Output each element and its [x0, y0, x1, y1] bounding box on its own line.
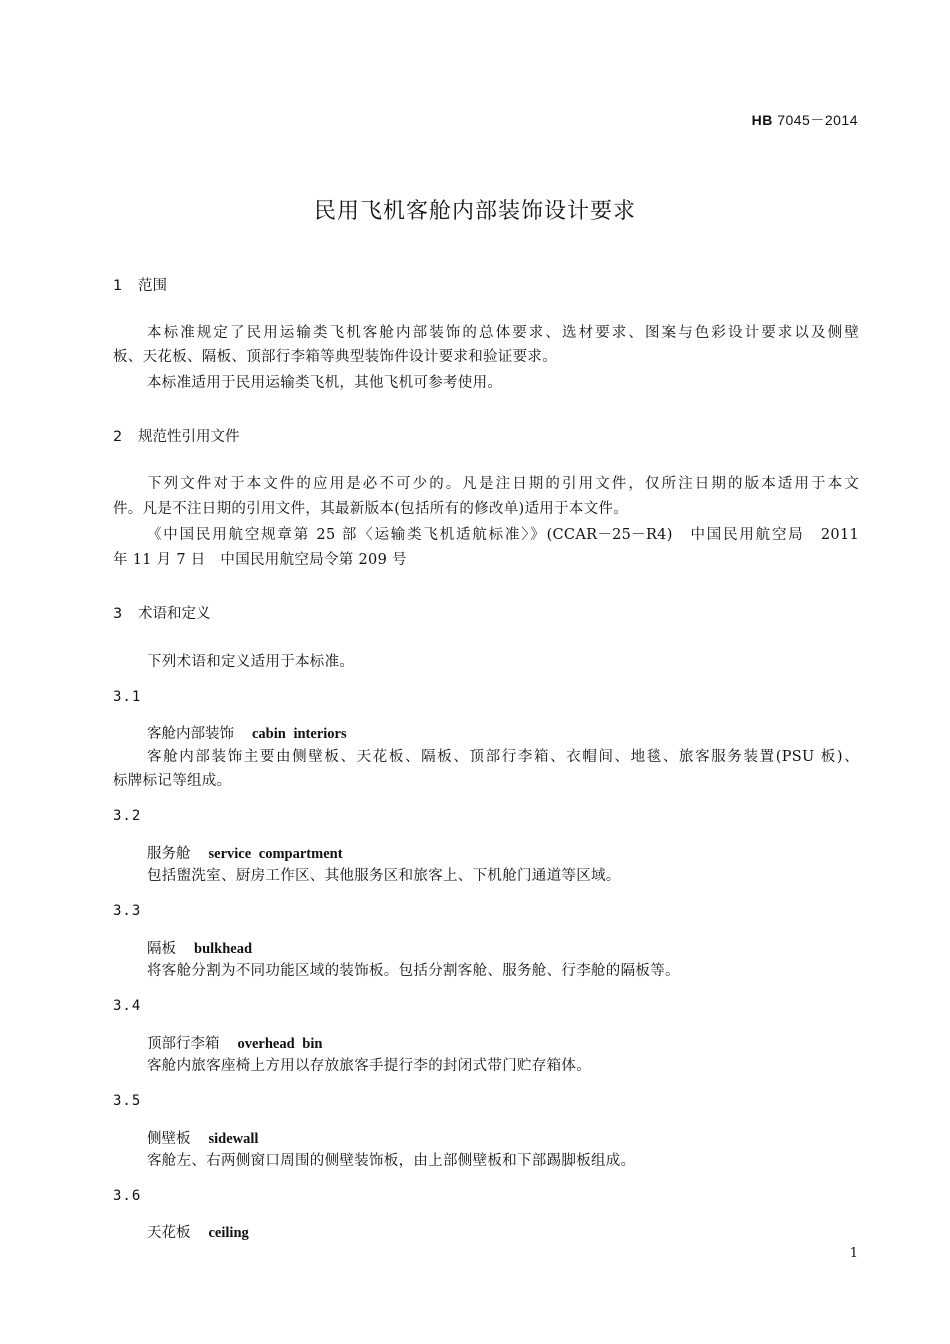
- section-number: 3: [113, 606, 123, 622]
- term-heading: [147, 1032, 322, 1053]
- term-definition: 客舱左、右两侧窗口周围的侧壁装饰板，由上部侧壁板和下部踢脚板组成。: [147, 1153, 636, 1169]
- term-english: ceiling: [208, 1225, 249, 1241]
- document-title: 民用飞机客舱内部装饰设计要求: [313, 199, 636, 224]
- section-number: 1: [113, 278, 123, 294]
- term-heading: [147, 937, 252, 958]
- section-heading-terms: [113, 602, 211, 623]
- reference-entry-line: 《中国民用航空规章第 25 部〈运输类飞机适航标准〉》(CCAR－25－R4) 中国民用航空局 2011: [147, 527, 859, 543]
- term-english: bulkhead: [194, 941, 253, 957]
- term-number: 3.6: [113, 1188, 142, 1204]
- term-chinese: 天花板: [147, 1225, 191, 1241]
- scope-applicability-paragraph: 本标准适用于民用运输类飞机，其他飞机可参考使用。: [147, 375, 503, 391]
- section-title: 规范性引用文件: [138, 429, 240, 445]
- term-english: service compartment: [208, 846, 343, 862]
- term-chinese: 客舱内部装饰: [147, 726, 234, 742]
- term-english: sidewall: [208, 1131, 259, 1147]
- references-paragraph-line: 件。凡是不注日期的引用文件，其最新版本(包括所有的修改单)适用于本文件。: [113, 501, 629, 517]
- terms-intro-paragraph: 下列术语和定义适用于本标准。: [147, 654, 355, 670]
- references-paragraph-line: 下列文件对于本文件的应用是必不可少的。凡是注日期的引用文件，仅所注日期的版本适用于本文: [147, 476, 859, 492]
- section-number: 2: [113, 429, 123, 445]
- term-number: 3.1: [113, 689, 142, 705]
- section-heading-scope: [113, 274, 167, 295]
- term-heading: [147, 842, 343, 863]
- scope-paragraph-line: 本标准规定了民用运输类飞机客舱内部装饰的总体要求、选材要求、图案与色彩设计要求以及侧壁: [147, 325, 859, 341]
- term-heading: [147, 1127, 258, 1148]
- term-definition-line: 标牌标记等组成。: [113, 773, 232, 789]
- term-english: cabin interiors: [252, 726, 347, 742]
- scope-paragraph-line: 板、天花板、隔板、顶部行李箱等典型装饰件设计要求和验证要求。: [113, 349, 557, 365]
- term-chinese: 顶部行李箱: [147, 1036, 220, 1052]
- term-chinese: 隔板: [147, 941, 176, 957]
- term-chinese: 侧壁板: [147, 1131, 191, 1147]
- standard-code-prefix: HB: [751, 112, 773, 128]
- term-number: 3.4: [113, 998, 142, 1014]
- term-number: 3.3: [113, 903, 142, 919]
- section-title: 术语和定义: [138, 606, 211, 622]
- standard-code-number: 7045－2014: [772, 112, 858, 128]
- term-number: 3.5: [113, 1093, 142, 1109]
- page-number: 1: [849, 1246, 858, 1261]
- term-english: overhead bin: [237, 1036, 323, 1052]
- term-number: 3.2: [113, 808, 142, 824]
- term-definition-line: 客舱内部装饰主要由侧壁板、天花板、隔板、顶部行李箱、衣帽间、地毯、旅客服务装置(PSU 板)、: [147, 749, 859, 765]
- section-heading-references: [113, 425, 240, 446]
- term-definition: 将客舱分割为不同功能区域的装饰板。包括分割客舱、服务舱、行李舱的隔板等。: [147, 963, 680, 979]
- term-chinese: 服务舱: [147, 846, 191, 862]
- term-definition: 客舱内旅客座椅上方用以存放旅客手提行李的封闭式带门贮存箱体。: [147, 1058, 591, 1074]
- reference-entry-line: 年 11 月 7 日 中国民用航空局令第 209 号: [113, 552, 407, 568]
- term-definition: 包括盥洗室、厨房工作区、其他服务区和旅客上、下机舱门通道等区域。: [147, 868, 621, 884]
- term-heading: [147, 722, 347, 743]
- standard-code: [752, 110, 858, 130]
- section-title: 范围: [138, 278, 167, 294]
- term-heading: [147, 1221, 249, 1242]
